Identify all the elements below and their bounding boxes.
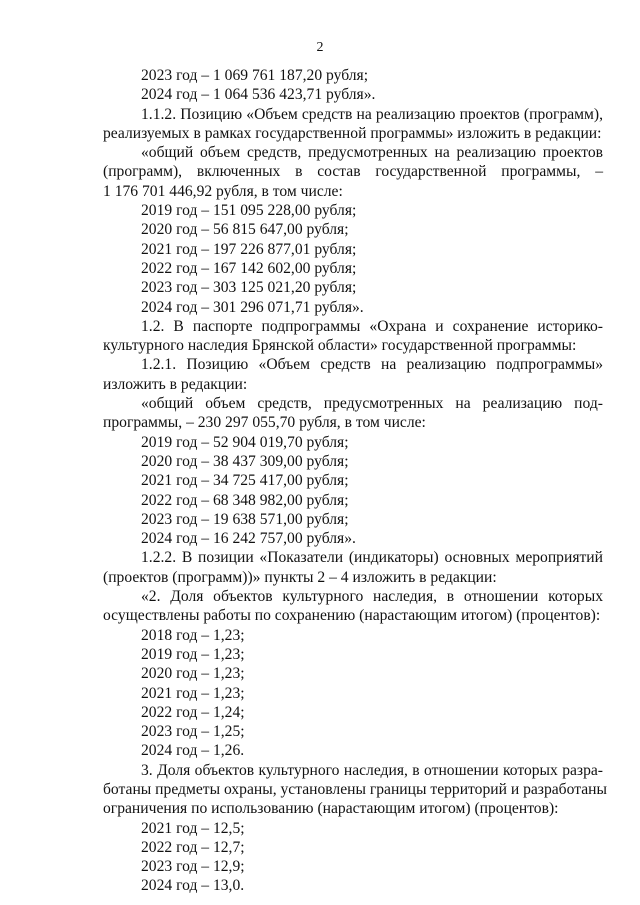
text-line: ограничения по использованию (нарастающим итогом) (процентов): xyxy=(103,800,559,818)
text-line: 2022 год – 167 142 602,00 рубля; xyxy=(141,259,357,277)
text-line: 3. Доля объектов культурного наследия, в отношении которых разра- xyxy=(141,761,603,779)
text-line: 2020 год – 38 437 309,00 рубля; xyxy=(141,452,349,470)
text-line: 1.2.1. Позицию «Объем средств на реализацию подпрограммы» xyxy=(141,356,603,374)
text-line: реализуемых в рамках государственной программы» изложить в редакции: xyxy=(103,124,602,142)
text-line: (проектов (программ))» пункты 2 – 4 изложить в редакции: xyxy=(103,568,497,586)
text-line: 1.2. В паспорте подпрограммы «Охрана и сохранение историко- xyxy=(141,317,603,335)
text-line: 2020 год – 1,23; xyxy=(141,665,245,683)
text-line: 2024 год – 16 242 757,00 рубля». xyxy=(141,530,356,548)
text-line: ботаны предметы охраны, установлены границы территорий и разработаны xyxy=(103,780,607,798)
text-line: 2021 год – 197 226 877,01 рубля; xyxy=(141,240,357,258)
text-line: 2021 год – 34 725 417,00 рубля; xyxy=(141,472,349,490)
text-line: 2023 год – 1,25; xyxy=(141,723,245,741)
text-line: осуществлены работы по сохранению (нарастающим итогом) (процентов): xyxy=(103,607,601,625)
document-body xyxy=(103,66,607,896)
text-line: 2024 год – 1,26. xyxy=(141,742,245,760)
text-line: «общий объем средств, предусмотренных на реализацию под- xyxy=(141,395,603,413)
text-line: программы, – 230 297 055,70 рубля, в том числе: xyxy=(103,414,426,432)
text-line: 2021 год – 1,23; xyxy=(141,684,245,702)
text-line: 1.1.2. Позицию «Объем средств на реализацию проектов (программ), xyxy=(141,105,603,123)
text-line: 2023 год – 303 125 021,20 рубля; xyxy=(141,279,357,297)
text-line: 2023 год – 12,9; xyxy=(141,858,245,876)
text-line: 2024 год – 301 296 071,71 рубля». xyxy=(141,298,364,316)
text-line: 2019 год – 1,23; xyxy=(141,645,245,663)
text-line: 2018 год – 1,23; xyxy=(141,626,245,644)
text-line: 2022 год – 68 348 982,00 рубля; xyxy=(141,491,349,509)
text-line: 2021 год – 12,5; xyxy=(141,819,245,837)
text-line: 2022 год – 1,24; xyxy=(141,703,245,721)
text-line: 2019 год – 52 904 019,70 рубля; xyxy=(141,433,349,451)
text-line: (программ), включенных в состав государственной программы, – xyxy=(103,163,603,181)
text-line: «общий объем средств, предусмотренных на реализацию проектов xyxy=(141,144,603,162)
text-line: 2023 год – 19 638 571,00 рубля; xyxy=(141,510,349,528)
text-line: 2022 год – 12,7; xyxy=(141,838,245,856)
page-number: 2 xyxy=(316,40,324,55)
text-line: «2. Доля объектов культурного наследия, в отношении которых xyxy=(141,588,603,606)
text-line: 2024 год – 13,0. xyxy=(141,877,245,895)
text-line: 1 176 701 446,92 рубля, в том числе: xyxy=(103,182,343,200)
text-line: изложить в редакции: xyxy=(103,375,248,393)
text-line: 2019 год – 151 095 228,00 рубля; xyxy=(141,202,357,220)
text-line: 2024 год – 1 064 536 423,71 рубля». xyxy=(141,86,376,104)
text-line: 2023 год – 1 069 761 187,20 рубля; xyxy=(141,67,369,84)
text-line: культурного наследия Брянской области» государственной программы: xyxy=(103,337,577,355)
text-line: 1.2.2. В позиции «Показатели (индикаторы) основных мероприятий xyxy=(141,549,603,567)
text-line: 2020 год – 56 815 647,00 рубля; xyxy=(141,221,349,239)
